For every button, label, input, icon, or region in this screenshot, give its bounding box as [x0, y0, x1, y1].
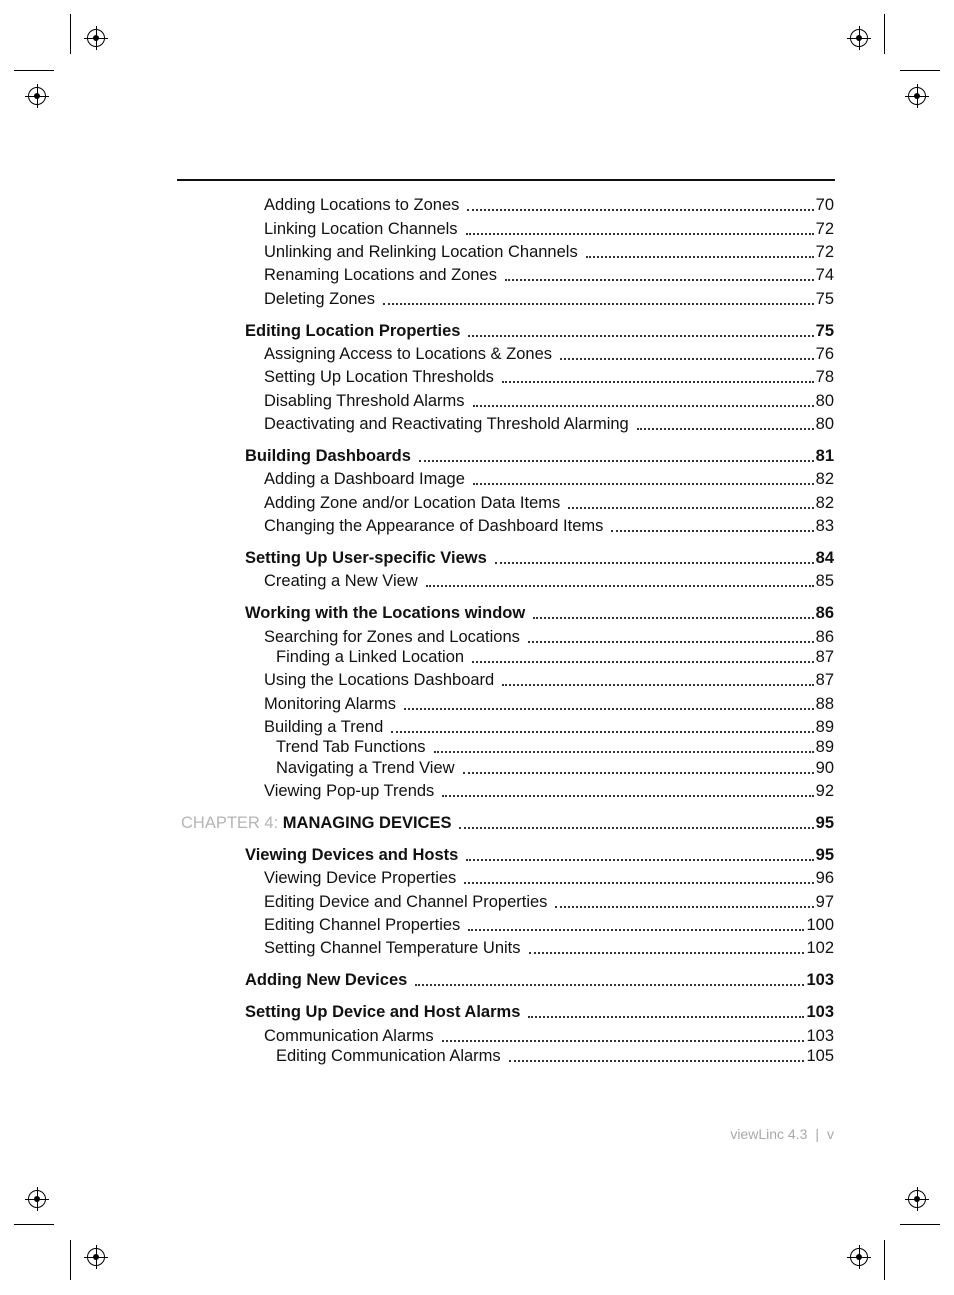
toc-page-number: 103 — [806, 1027, 834, 1045]
dot-leader — [391, 731, 813, 733]
toc-page-number: 84 — [815, 549, 834, 567]
dot-leader — [533, 617, 813, 619]
toc-subsection-entry[interactable] — [264, 890, 834, 912]
toc-entry-label: Finding a Linked Location — [276, 648, 465, 666]
toc-page-number: 88 — [815, 695, 834, 713]
toc-page-number: 72 — [815, 243, 834, 261]
toc-subsection-entry[interactable] — [264, 625, 834, 647]
toc-page-number: 89 — [815, 738, 834, 756]
toc-entry-label — [181, 813, 459, 833]
toc-entry-label: Deleting Zones — [264, 290, 375, 308]
toc-subsection-entry[interactable] — [264, 514, 834, 536]
dot-leader — [528, 641, 814, 643]
toc-page-number: 70 — [815, 196, 834, 214]
toc-page-number: 105 — [806, 1047, 834, 1065]
toc-page-number: 82 — [815, 470, 834, 488]
dot-leader — [459, 827, 813, 829]
toc-subsection-entry[interactable] — [264, 936, 834, 958]
dot-leader — [502, 684, 813, 686]
toc-page-number: 75 — [815, 290, 834, 308]
toc-page-number: 95 — [815, 814, 834, 832]
toc-entry-label: Changing the Appearance of Dashboard Items — [264, 517, 604, 535]
toc-page-number: 85 — [815, 572, 834, 590]
toc-section-entry[interactable] — [245, 444, 834, 466]
toc-entry-label: Editing Location Properties — [245, 322, 461, 340]
dot-leader — [468, 335, 813, 337]
toc-subsection-entry[interactable] — [276, 756, 834, 778]
toc-page-number: 90 — [815, 759, 834, 777]
toc-subsection-entry[interactable] — [264, 412, 834, 434]
toc-entry-label: Disabling Threshold Alarms — [264, 392, 465, 410]
toc-page-number: 75 — [815, 322, 834, 340]
toc-entry-label: Editing Channel Properties — [264, 916, 461, 934]
toc-entry-label: Navigating a Trend View — [276, 759, 455, 777]
toc-entry-label: Unlinking and Relinking Location Channels — [264, 243, 578, 261]
dot-leader — [464, 882, 813, 884]
dot-leader — [426, 585, 814, 587]
toc-subsection-entry[interactable] — [264, 467, 834, 489]
toc-section-entry[interactable] — [245, 546, 834, 568]
toc-page-number: 96 — [815, 869, 834, 887]
toc-page-number: 74 — [815, 266, 834, 284]
toc-subsection-entry[interactable] — [264, 287, 834, 309]
toc-subsection-entry[interactable] — [264, 365, 834, 387]
toc-subsection-entry[interactable] — [276, 645, 834, 667]
toc-subsection-entry[interactable] — [264, 240, 834, 262]
dot-leader — [383, 303, 814, 305]
dot-leader — [509, 1060, 805, 1062]
toc-entry-label: Setting Up Device and Host Alarms — [245, 1003, 521, 1021]
toc-subsection-entry[interactable] — [264, 692, 834, 714]
toc-page-number: 92 — [815, 782, 834, 800]
toc-page-number: 102 — [806, 939, 834, 957]
dot-leader — [467, 209, 813, 211]
toc-subsection-entry[interactable] — [264, 715, 834, 737]
toc-entry-label: Trend Tab Functions — [276, 738, 426, 756]
toc-page-number: 97 — [815, 893, 834, 911]
dot-leader — [473, 483, 814, 485]
dot-leader — [472, 661, 814, 663]
footer-product: viewLinc 4.3 — [730, 1126, 808, 1142]
toc-page-number: 103 — [806, 1003, 834, 1021]
toc-subsection-entry[interactable] — [264, 217, 834, 239]
toc-entry-label: Adding a Dashboard Image — [264, 470, 465, 488]
toc-entry-label: Building Dashboards — [245, 447, 411, 465]
toc-page-number: 76 — [815, 345, 834, 363]
toc-section-entry[interactable] — [245, 843, 834, 865]
dot-leader — [505, 279, 814, 281]
dot-leader — [495, 562, 814, 564]
toc-subsection-entry[interactable] — [264, 779, 834, 801]
toc-subsection-entry[interactable] — [264, 569, 834, 591]
toc-subsection-entry[interactable] — [264, 263, 834, 285]
toc-section-entry[interactable] — [245, 1000, 834, 1022]
toc-entry-label: Communication Alarms — [264, 1027, 434, 1045]
dot-leader — [463, 772, 814, 774]
dot-leader — [442, 795, 813, 797]
toc-subsection-entry[interactable] — [264, 491, 834, 513]
dot-leader — [502, 381, 814, 383]
dot-leader — [466, 233, 814, 235]
dot-leader — [434, 751, 814, 753]
footer-page-number: v — [827, 1126, 834, 1142]
toc-page-number: 78 — [815, 368, 834, 386]
toc-entry-label: Working with the Locations window — [245, 604, 526, 622]
dot-leader — [419, 460, 814, 462]
toc-entry-label: Adding Locations to Zones — [264, 196, 460, 214]
toc-page-number: 89 — [815, 718, 834, 736]
dot-leader — [468, 929, 804, 931]
toc-section-entry[interactable] — [245, 601, 834, 623]
toc-entry-label: Viewing Device Properties — [264, 869, 457, 887]
toc-subsection-entry[interactable] — [264, 866, 834, 888]
toc-subsection-entry[interactable] — [264, 1024, 834, 1046]
chapter-title: MANAGING DEVICES — [282, 814, 452, 832]
toc-entry-label: Creating a New View — [264, 572, 418, 590]
toc-page-number: 87 — [815, 648, 834, 666]
toc-entry-label: Deactivating and Reactivating Threshold Alarming — [264, 415, 629, 433]
toc-entry-label: Monitoring Alarms — [264, 695, 397, 713]
toc-entry-label: Setting Up Location Thresholds — [264, 368, 494, 386]
toc-page-number: 86 — [815, 628, 834, 646]
toc-subsection-entry[interactable] — [264, 193, 834, 215]
toc-entry-label: Adding New Devices — [245, 971, 408, 989]
toc-section-entry[interactable] — [245, 319, 834, 341]
dot-leader — [560, 358, 814, 360]
toc-entry-label: Using the Locations Dashboard — [264, 671, 495, 689]
toc-page-number: 95 — [815, 846, 834, 864]
toc-subsection-entry[interactable] — [264, 389, 834, 411]
toc-subsection-entry[interactable] — [264, 668, 834, 690]
chapter-prefix: CHAPTER 4: — [181, 814, 283, 832]
toc-page-number: 100 — [806, 916, 834, 934]
toc-entry-label: Setting Up User-specific Views — [245, 549, 487, 567]
dot-leader — [404, 708, 814, 710]
toc-page-number: 81 — [815, 447, 834, 465]
toc-subsection-entry[interactable] — [276, 735, 834, 757]
toc-entry-label: Building a Trend — [264, 718, 384, 736]
toc-page-number: 72 — [815, 220, 834, 238]
page-footer — [730, 1126, 834, 1142]
toc-entry-label: Viewing Pop-up Trends — [264, 782, 435, 800]
toc-entry-label: Viewing Devices and Hosts — [245, 846, 459, 864]
dot-leader — [637, 428, 814, 430]
toc-entry-label: Linking Location Channels — [264, 220, 458, 238]
dot-leader — [568, 507, 813, 509]
toc-entry-label: Searching for Zones and Locations — [264, 628, 520, 646]
toc-page-number: 80 — [815, 415, 834, 433]
toc-chapter-entry[interactable] — [181, 811, 834, 833]
toc-page-number: 86 — [815, 604, 834, 622]
dot-leader — [586, 256, 814, 258]
toc-entry-label: Assigning Access to Locations & Zones — [264, 345, 552, 363]
dot-leader — [528, 1016, 804, 1018]
toc-entry-label: Renaming Locations and Zones — [264, 266, 497, 284]
dot-leader — [415, 984, 804, 986]
toc-entry-label: Setting Channel Temperature Units — [264, 939, 521, 957]
toc-entry-label: Adding Zone and/or Location Data Items — [264, 494, 561, 512]
toc-page-number: 82 — [815, 494, 834, 512]
dot-leader — [466, 859, 813, 861]
toc-page-number: 103 — [806, 971, 834, 989]
toc-subsection-entry[interactable] — [276, 1044, 834, 1066]
footer-separator: | — [815, 1126, 819, 1142]
dot-leader — [611, 530, 813, 532]
toc-entry-label: Editing Device and Channel Properties — [264, 893, 548, 911]
dot-leader — [555, 906, 813, 908]
toc-page-number: 87 — [815, 671, 834, 689]
toc-section-entry[interactable] — [245, 968, 834, 990]
dot-leader — [442, 1040, 805, 1042]
toc-page-number: 83 — [815, 517, 834, 535]
toc-subsection-entry[interactable] — [264, 342, 834, 364]
dot-leader — [529, 952, 805, 954]
toc-page-number: 80 — [815, 392, 834, 410]
toc-subsection-entry[interactable] — [264, 913, 834, 935]
dot-leader — [473, 405, 814, 407]
toc-entry-label: Editing Communication Alarms — [276, 1047, 501, 1065]
